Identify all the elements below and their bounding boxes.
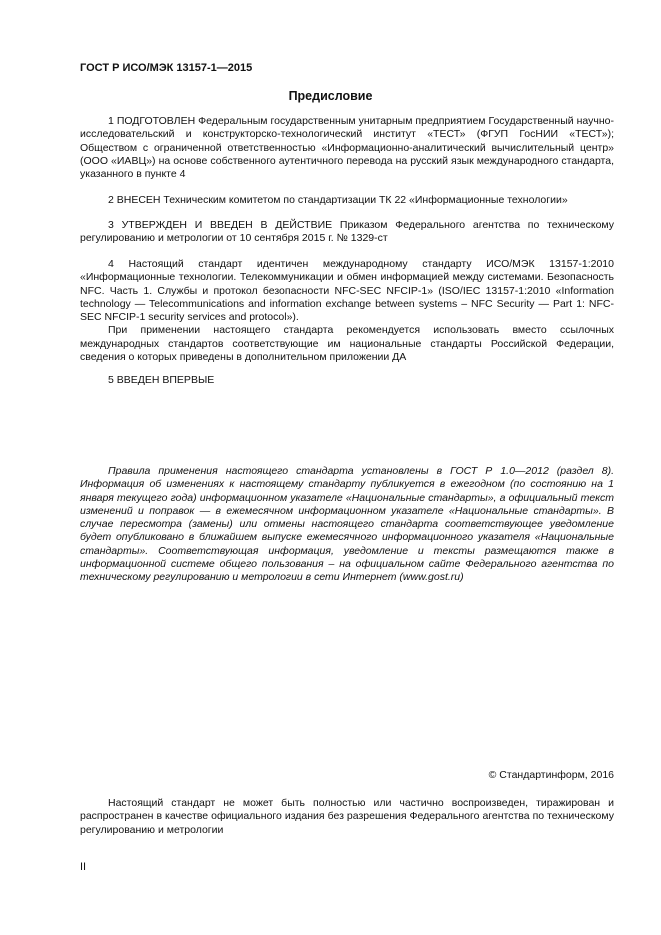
item-1-text: 1 ПОДГОТОВЛЕН Федеральным государственным унитарным предприятием Государственный научно-исследовательский и конструкторско-технологический институт «ТЕСТ» (ФГУП ГосНИИ «ТЕСТ»); Обществом с ограниченной ответственностью «Информационно-аналитический вычислительный центр» (ООО «ИАВЦ») на основе собственного аутентичного перевода на русский язык международного стандарта, указанного в пункте 4 bbox=[80, 115, 614, 181]
item-3-text: 3 УТВЕРЖДЕН И ВВЕДЕН В ДЕЙСТВИЕ Приказом Федерального агентства по техническому регулированию и метрологии от 10 сентября 2015 г. № 1329-ст bbox=[80, 219, 614, 245]
item-5-text: 5 ВВЕДЕН ВПЕРВЫЕ bbox=[108, 374, 215, 386]
application-notice bbox=[80, 465, 614, 585]
item-4 bbox=[80, 258, 614, 364]
item-2-text: 2 ВНЕСЕН Техническим комитетом по стандартизации ТК 22 «Информационные технологии» bbox=[108, 194, 568, 206]
reproduction-notice-text: Настоящий стандарт не может быть полностью или частично воспроизведен, тиражирован и распространен в качестве официального издания без разрешения Федерального агентства по техническому регулированию и метрологии bbox=[80, 797, 614, 836]
document-header: ГОСТ Р ИСО/МЭК 13157-1—2015 bbox=[80, 62, 253, 74]
item-4-text: 4 Настоящий стандарт идентичен международному стандарту ИСО/МЭК 13157-1:2010 «Информационные технологии. Телекоммуникации и обмен информацией между системами. Безопасность NFC. Часть 1. Службы и протокол безопасности NFC-SEC NFCIP-1» (ISO/IEC 13157-1:2010 «Information technology — Telecommunications and information exchange between systems – NFC Security — Part 1: NFC-SEC NFCIP-1 security services and protocol»). bbox=[80, 258, 614, 324]
page-title: Предисловие bbox=[288, 89, 373, 103]
item-4-usage-note: При применении настоящего стандарта рекомендуется использовать вместо ссылочных международных стандартов соответствующие им национальные стандарты Российской Федерации, сведения о которых приведены в дополнительном приложении ДА bbox=[80, 324, 614, 364]
item-2 bbox=[80, 194, 614, 207]
reproduction-notice bbox=[80, 797, 614, 837]
item-5 bbox=[80, 374, 614, 387]
page-number: II bbox=[80, 861, 87, 873]
application-notice-text: Правила применения настоящего стандарта установлены в ГОСТ Р 1.0—2012 (раздел 8). Информация об изменениях к настоящему стандарту публикуется в ежегодном (по состоянию на 1 января текущего года) информационном указателе «Национальные стандарты», а официальный текст изменений и поправок — в ежемесячном информационном указателе «Национальные стандарты». В случае пересмотра (замены) или отмены настоящего стандарта соответствующее уведомление будет опубликовано в ближайшем выпуске ежемесячного информационного указателя «Национальные стандарты». Соответствующая информация, уведомление и тексты размещаются также в информационной системе общего пользования – на официальном сайте Федерального агентства по техническому регулированию и метрологии в сети Интернет (www.gost.ru) bbox=[80, 465, 614, 584]
item-3 bbox=[80, 219, 614, 246]
copyright: © Стандартинформ, 2016 bbox=[488, 769, 614, 781]
item-1 bbox=[80, 115, 614, 181]
